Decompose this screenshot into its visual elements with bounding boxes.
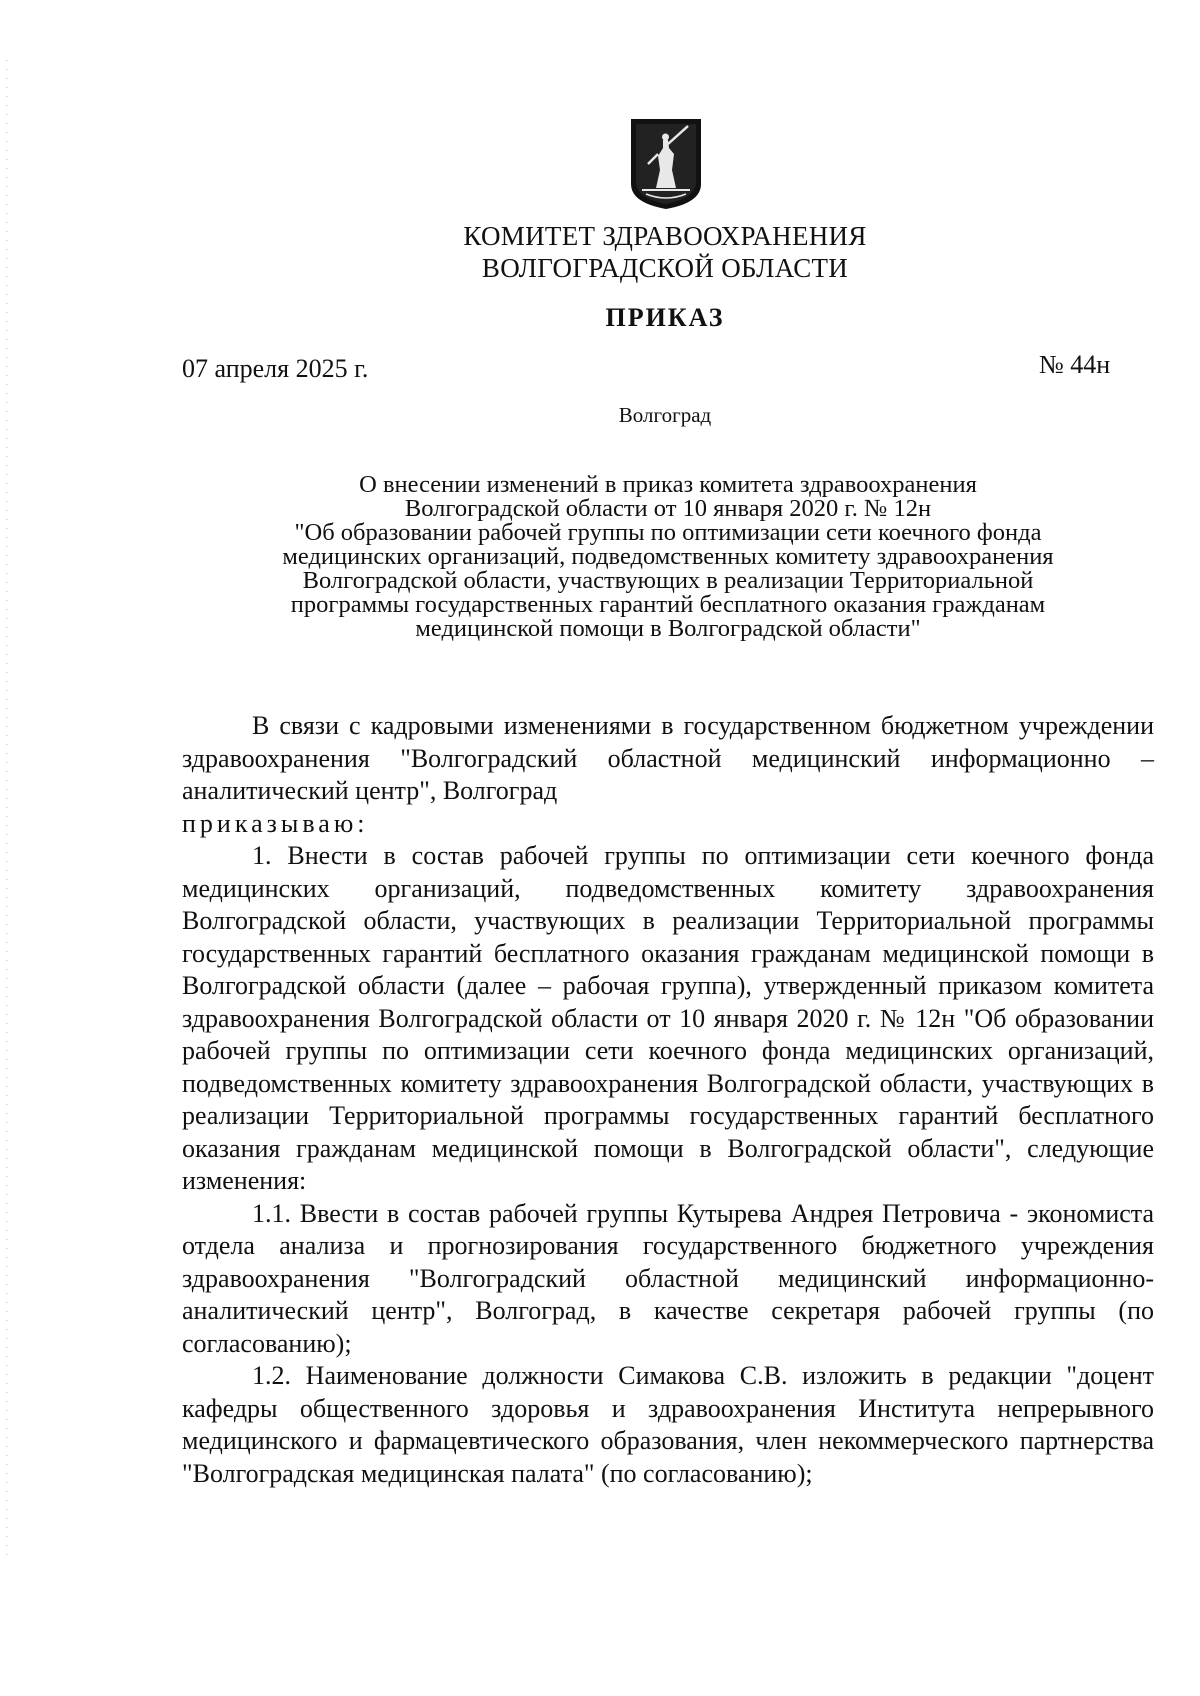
title-line: О внесении изменений в приказ комитета здравоохранения xyxy=(359,471,977,498)
org-line-2: ВОЛГОГРАДСКОЙ ОБЛАСТИ xyxy=(481,253,849,283)
item-1-paragraph: 1. Внести в состав рабочей группы по оптимизации сети коечного фонда медицинских организаций, подведомственных комитету здравоохранения Волгоградской области, участвующих в реализации Территориальной программы государственных гарантий бесплатного оказания гражданам медицинской помощи в Волгоградской области (далее – рабочая группа), утвержденный приказом комитета здравоохранения Волгоградской области от 10 января 2020 г. № 12н "Об образовании рабочей группы по оптимизации сети коечного фонда медицинских организаций, подведомственных комитету здравоохранения Волгоградской области, участвующих в реализации Территориальной программы государственных гарантий бесплатного оказания гражданам медицинской помощи в Волгоградской области", следующие изменения: xyxy=(182,841,1154,1195)
title-line: программы государственных гарантий бесплатного оказания гражданам xyxy=(290,591,1046,618)
title-line: Волгоградской области от 10 января 2020 г. № 12н xyxy=(404,495,932,522)
title-line: Волгоградской области, участвующих в реализации Территориальной xyxy=(302,567,1034,594)
title-line: медицинской помощи в Волгоградской области" xyxy=(415,615,921,642)
scan-margin-dots xyxy=(6,60,8,1560)
document-type: ПРИКАЗ xyxy=(605,303,725,332)
document-body xyxy=(182,710,1154,1490)
volgograd-coat-of-arms-icon xyxy=(630,118,702,210)
org-line-1: КОМИТЕТ ЗДРАВООХРАНЕНИЯ xyxy=(463,221,867,251)
document-title xyxy=(208,473,1128,641)
organization-name xyxy=(430,220,900,284)
preamble-paragraph: В связи с кадровыми изменениями в государственном бюджетном учреждении здравоохранения "Волгоградский областной медицинский информационно – аналитический центр", Волгоград xyxy=(182,711,1154,805)
item-1-1-paragraph: 1.1. Ввести в состав рабочей группы Кутырева Андрея Петровича - экономиста отдела анализа и прогнозирования государственного бюджетного учреждения здравоохранения "Волгоградский областной медицинский информационно-аналитический центр", Волгоград, в качестве секретаря рабочей группы (по согласованию); xyxy=(182,1198,1154,1358)
item-1-2-paragraph: 1.2. Наименование должности Симакова С.В. изложить в редакции "доцент кафедры общественного здоровья и здравоохранения Института непрерывного медицинского и фармацевтического образования, член некоммерческого партнерства "Волгоградская медицинская палата" (по согласованию); xyxy=(182,1361,1154,1488)
document-number: № 44н xyxy=(1039,350,1111,379)
title-line: медицинских организаций, подведомственных комитету здравоохранения xyxy=(282,543,1054,570)
document-date: 07 апреля 2025 г. xyxy=(182,354,369,383)
order-word: приказываю: xyxy=(182,808,369,838)
title-line: "Об образовании рабочей группы по оптимизации сети коечного фонда xyxy=(294,519,1042,546)
document-city: Волгоград xyxy=(618,403,712,427)
